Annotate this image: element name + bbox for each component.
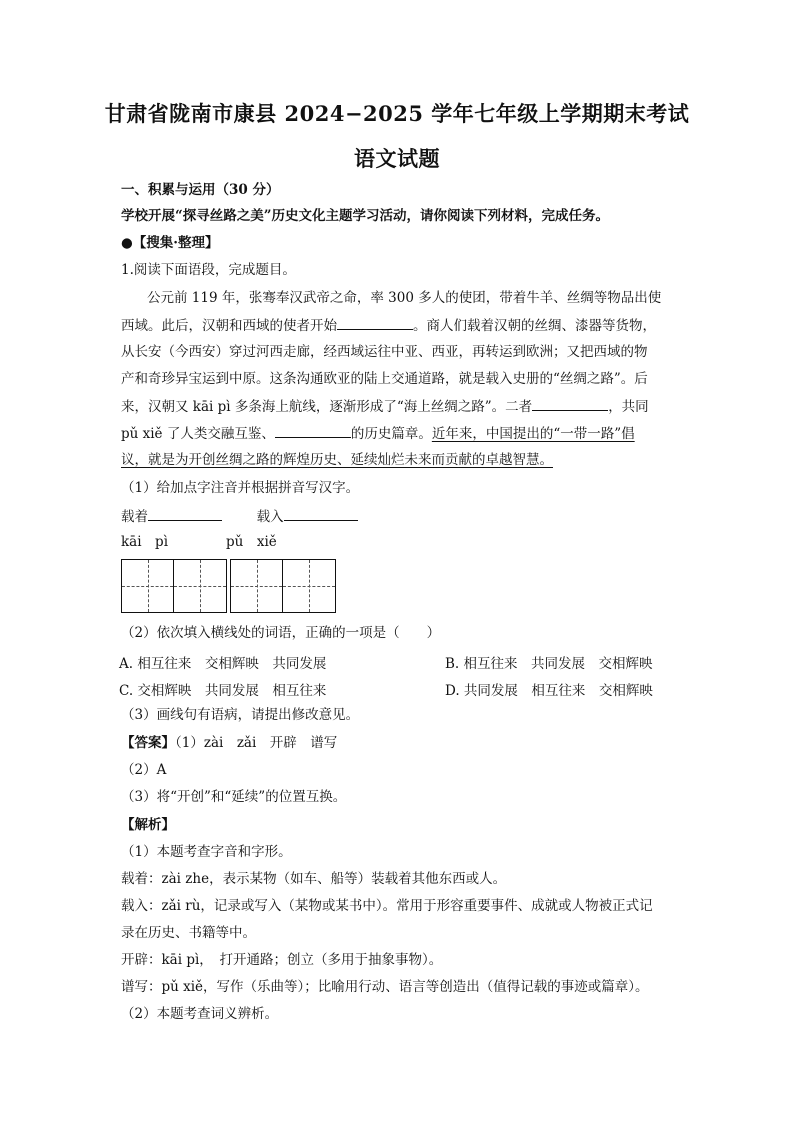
passage-line-5 — [121, 396, 649, 417]
grid-cell[interactable] — [174, 560, 226, 612]
passage-text: pǔ xiě 了人类交融互鉴、 — [121, 426, 275, 442]
grid-cell[interactable] — [231, 560, 283, 612]
underlined-sentence: 近年来，中国提出的“一带一路”倡 — [431, 426, 635, 442]
question-prompt: 1.阅读下面语段，完成题目。 — [121, 262, 296, 278]
sub-question-3: （3）画线句有语病，请提出修改意见。 — [121, 707, 360, 723]
analysis-p3: 载入：zǎi rù，记录或写入（某物或某书中）。常用于形容重要事件、成就或人物被正式记 — [121, 898, 653, 914]
fill-blank-3[interactable] — [275, 423, 351, 438]
passage-text: 。商人们载着汉朝的丝绸、漆器等货物， — [413, 318, 656, 334]
passage-text: 来，汉朝又 kāi pì 多条海上航线，逐渐形成了“海上丝绸之路”。二者 — [121, 399, 533, 415]
option-a[interactable]: A. 相互往来 交相辉映 共同发展 — [119, 656, 327, 672]
passage-line-3: 从长安（今西安）穿过河西走廊，经西域运往中亚、西亚，再转运到欧洲；又把西域的物 — [121, 344, 648, 360]
zaizhe-row — [121, 506, 358, 527]
sub-question-2: （2）依次填入横线处的词语，正确的一项是（ ） — [121, 625, 441, 641]
writing-grid-kaipi[interactable] — [121, 559, 227, 613]
analysis-p2: 载着：zài zhe，表示某物（如车、船等）装载着其他东西或人。 — [121, 871, 507, 887]
passage-text: 的历史篇章。 — [350, 426, 432, 442]
analysis-p5: 开辟：kāi pì， 打开通路；创立（多用于抽象事物）。 — [121, 952, 443, 968]
passage-line-2 — [121, 315, 656, 336]
answer-line-1 — [121, 733, 337, 753]
activity-intro: 学校开展“探寻丝路之美”历史文化主题学习活动，请你阅读下列材料，完成任务。 — [121, 208, 610, 224]
passage-text: ，共同 — [608, 399, 649, 415]
task-label: ●【搜集·整理】 — [121, 235, 219, 251]
analysis-p6: 谱写：pǔ xiě，写作（乐曲等）；比喻用行动、语言等创造出（值得记载的事迹或篇章）。 — [121, 979, 649, 995]
passage-line-6 — [121, 423, 635, 444]
underlined-sentence-cont: 议，就是为开创丝绸之路的辉煌历史、延续灿烂未来而贡献的卓越智慧。 — [121, 452, 553, 468]
passage-line-4: 产和奇珍异宝运到中原。这条沟通欧亚的陆上交通道路，就是载入史册的“丝绸之路”。后 — [121, 371, 648, 387]
zairu-label: 载入 — [256, 509, 284, 525]
grid-cell[interactable] — [283, 560, 335, 612]
answer-2: （2）A — [121, 762, 167, 778]
answer-1: （1）zài zǎi 开辟 谱写 — [175, 735, 338, 751]
writing-grid-puxie[interactable] — [230, 559, 336, 613]
exam-subtitle: 语文试题 — [354, 146, 440, 171]
fill-blank-2[interactable] — [532, 396, 608, 411]
zairu-answer-blank[interactable] — [284, 506, 358, 521]
zaizhe-answer-blank[interactable] — [148, 506, 222, 521]
option-d[interactable]: D. 共同发展 相互往来 交相辉映 — [445, 683, 653, 699]
analysis-p4: 录在历史、书籍等中。 — [121, 925, 256, 941]
analysis-label: 【解析】 — [121, 817, 175, 833]
pinyin-kaipi: kāi pì — [121, 534, 169, 550]
sub-question-1: （1）给加点字注音并根据拼音写汉字。 — [121, 480, 360, 496]
grid-cell[interactable] — [122, 560, 174, 612]
option-b[interactable]: B. 相互往来 共同发展 交相辉映 — [445, 656, 653, 672]
analysis-p7: （2）本题考查词义辨析。 — [121, 1006, 279, 1022]
passage-line-1: 公元前 119 年，张骞奉汉武帝之命，率 300 多人的使团，带着牛羊、丝绸等物品出使 — [147, 290, 662, 306]
section-heading: 一、积累与运用（30 分） — [121, 182, 280, 198]
zaizhe-label: 载着 — [121, 509, 148, 525]
answer-3: （3）将“开创”和“延续”的位置互换。 — [121, 789, 347, 805]
analysis-p1: （1）本题考查字音和字形。 — [121, 844, 292, 860]
exam-title: 甘肃省陇南市康县 2024−2025 学年七年级上学期期末考试 — [104, 101, 690, 126]
pinyin-puxie: pǔ xiě — [226, 534, 277, 550]
answer-label: 【答案】 — [121, 735, 175, 751]
fill-blank-1[interactable] — [337, 315, 413, 330]
passage-text: 西域。此后，汉朝和西域的使者开始 — [121, 318, 337, 334]
option-c[interactable]: C. 交相辉映 共同发展 相互往来 — [119, 683, 327, 699]
